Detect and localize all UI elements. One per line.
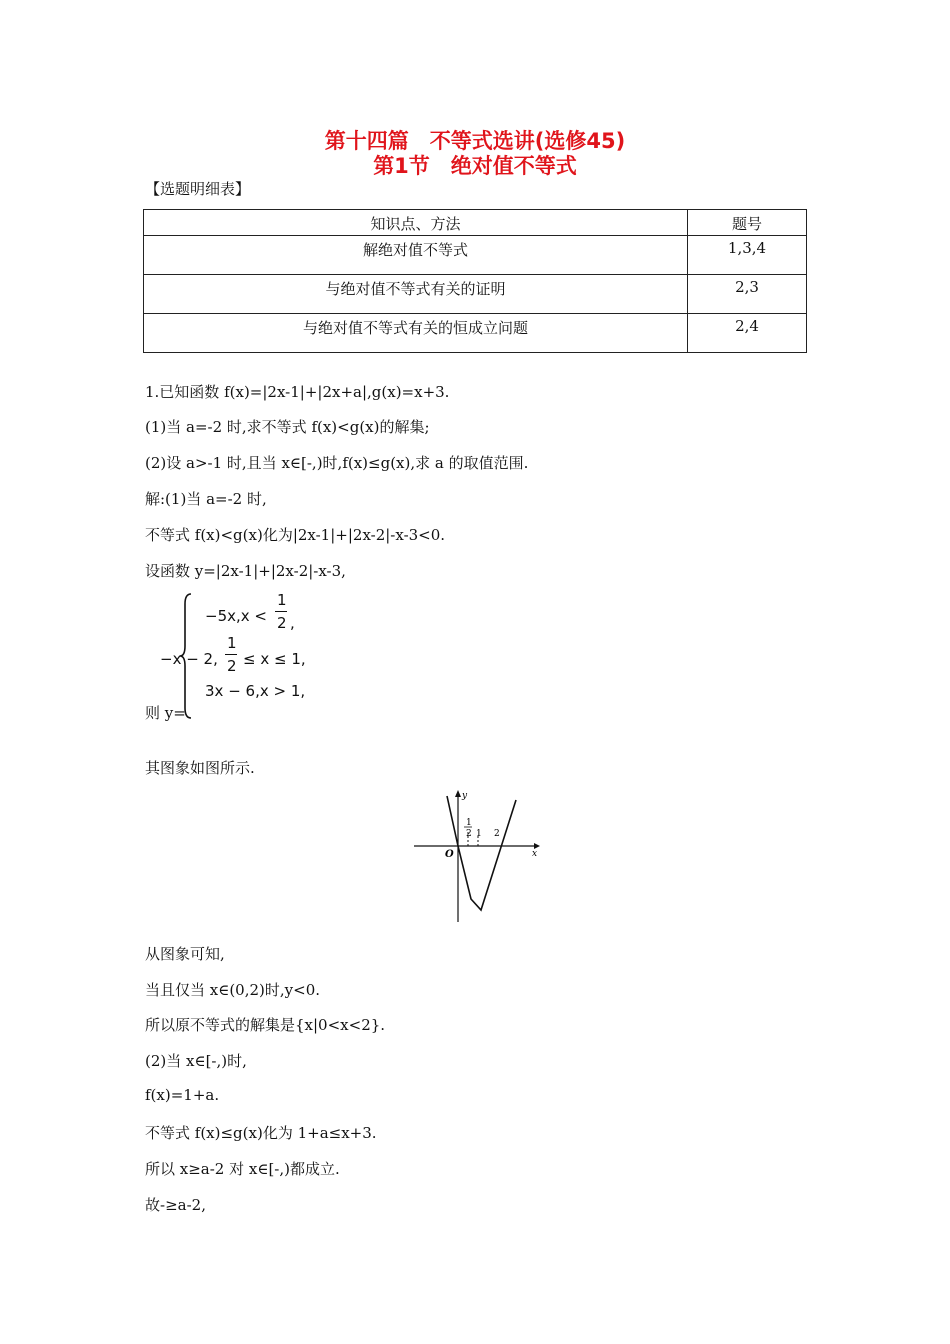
solution-line: f(x)=1+a. bbox=[145, 1086, 220, 1104]
row-problems: 2,4 bbox=[688, 314, 807, 353]
tick-two-label: 2 bbox=[494, 829, 500, 839]
case-1-fraction-den: 2 bbox=[277, 614, 287, 632]
section-title: 第1节 绝对值不等式 bbox=[373, 154, 577, 178]
case-3: 3x − 6,x > 1, bbox=[205, 682, 306, 700]
tick-half-den: 2 bbox=[466, 829, 472, 839]
case-1: −5x,x < bbox=[205, 607, 267, 625]
origin-label: O bbox=[445, 849, 454, 860]
solution-line: 设函数 y=|2x-1|+|2x-2|-x-3, bbox=[145, 562, 346, 580]
piecewise-function: 则 y= −5x,x < 1 2 , −x − 2, 1 2 ≤ x ≤ 1, 3x − 6,x > 1, bbox=[145, 591, 306, 722]
problem-part-1: (1)当 a=-2 时,求不等式 f(x)<g(x)的解集; bbox=[145, 418, 430, 436]
case-2-expr: −x − 2, bbox=[160, 650, 218, 668]
solution-line: 解:(1)当 a=-2 时, bbox=[145, 490, 267, 508]
tick-half-num: 1 bbox=[466, 818, 472, 828]
table-row bbox=[144, 275, 807, 314]
case-1-fraction-bar bbox=[275, 611, 287, 612]
solution-line: 所以 x≥a-2 对 x∈[-,)都成立. bbox=[145, 1160, 340, 1178]
case-2-fraction-den: 2 bbox=[227, 657, 237, 675]
x-axis-label: x bbox=[532, 849, 538, 859]
solution-line: 从图象可知, bbox=[145, 945, 225, 963]
graph-intro: 其图象如图所示. bbox=[145, 759, 255, 777]
graph-svg bbox=[410, 786, 545, 924]
solution-line: 当且仅当 x∈(0,2)时,y<0. bbox=[145, 981, 321, 999]
y-axis-arrow-icon bbox=[455, 790, 461, 797]
solution-line: 故-≥a-2, bbox=[145, 1196, 206, 1214]
piecewise-prefix: 则 y= bbox=[145, 704, 186, 722]
solution-line: 不等式 f(x)<g(x)化为|2x-1|+|2x-2|-x-3<0. bbox=[145, 526, 446, 544]
problem-part-2: (2)设 a>-1 时,且当 x∈[-,)时,f(x)≤g(x),求 a 的取值范围. bbox=[145, 454, 529, 472]
case-2-fraction-num: 1 bbox=[227, 634, 237, 652]
solution-line: 所以原不等式的解集是{x|0<x<2}. bbox=[145, 1016, 386, 1034]
function-graph bbox=[410, 786, 545, 924]
table-label: 【选题明细表】 bbox=[145, 180, 251, 198]
row-problems: 2,3 bbox=[688, 275, 807, 314]
header-topic: 知识点、方法 bbox=[144, 210, 688, 236]
header-problem-numbers: 题号 bbox=[688, 210, 807, 236]
tick-one-label: 1 bbox=[476, 829, 482, 839]
table-row bbox=[144, 236, 807, 275]
row-topic: 与绝对值不等式有关的恒成立问题 bbox=[144, 314, 688, 353]
graph-curve bbox=[447, 796, 516, 910]
page-title: 第十四篇 不等式选讲(选修45) bbox=[324, 129, 626, 153]
solution-line: (2)当 x∈[-,)时, bbox=[145, 1052, 247, 1070]
case-2-fraction-bar bbox=[225, 654, 237, 655]
table-header-row bbox=[144, 210, 807, 236]
y-axis-label: y bbox=[462, 791, 468, 801]
table-row bbox=[144, 314, 807, 353]
solution-line: 不等式 f(x)≤g(x)化为 1+a≤x+3. bbox=[145, 1124, 377, 1142]
case-2-condition: ≤ x ≤ 1, bbox=[243, 650, 306, 668]
topic-table bbox=[143, 209, 807, 353]
row-topic: 与绝对值不等式有关的证明 bbox=[144, 275, 688, 314]
row-topic: 解绝对值不等式 bbox=[144, 236, 688, 275]
problem-statement: 1.已知函数 f(x)=|2x-1|+|2x+a|,g(x)=x+3. bbox=[145, 383, 450, 401]
case-1-fraction-num: 1 bbox=[277, 591, 287, 609]
row-problems: 1,3,4 bbox=[688, 236, 807, 275]
